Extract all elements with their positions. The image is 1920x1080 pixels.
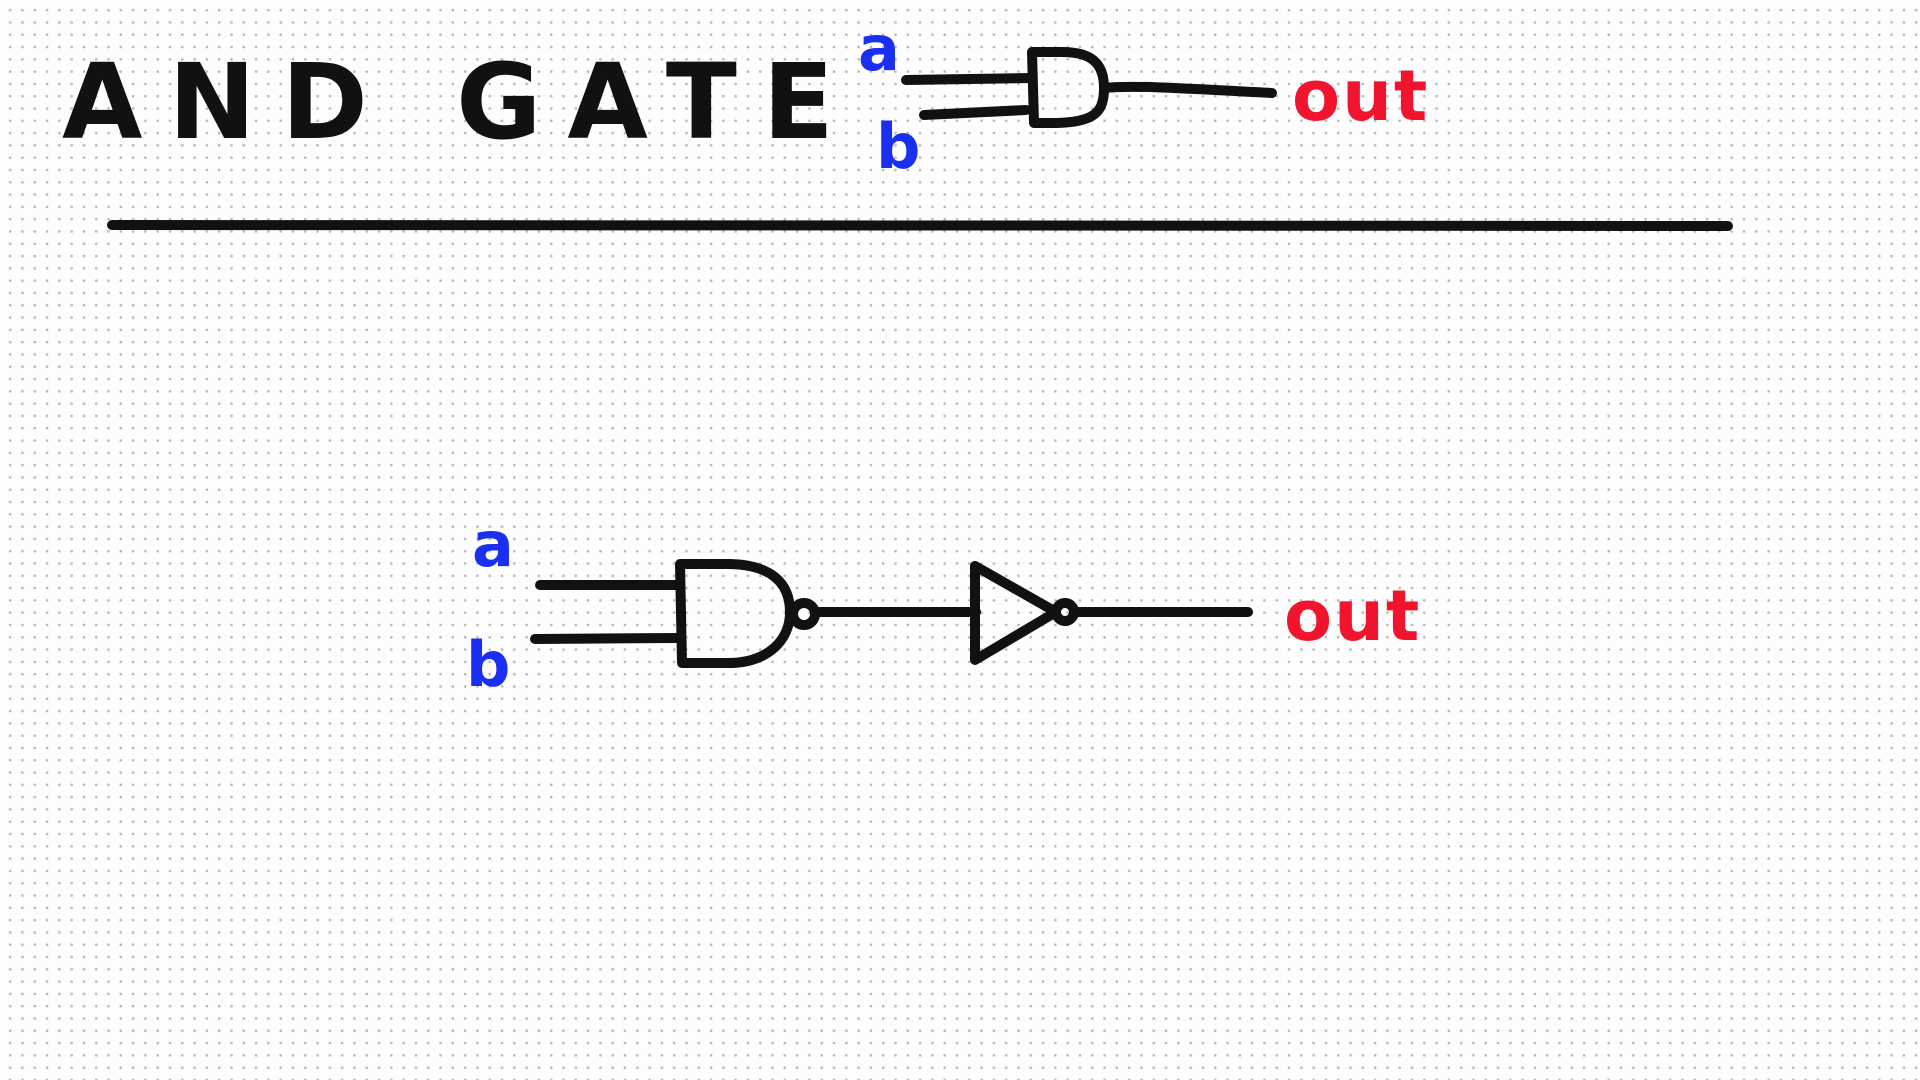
top-output-label: out	[1292, 55, 1430, 137]
bottom-nand-gate-symbol	[680, 564, 790, 663]
top-input-b-label: b	[876, 110, 921, 183]
bottom-input-b-label: b	[466, 628, 511, 701]
top-input-a-wire	[906, 78, 1032, 80]
top-output-wire	[1104, 87, 1272, 93]
page-title: AND GATE	[62, 41, 860, 163]
bottom-not-gate-symbol	[975, 566, 1056, 660]
bottom-input-b-wire	[535, 638, 680, 639]
top-input-a-label: a	[858, 12, 900, 85]
divider-line	[112, 225, 1728, 226]
bottom-input-a-label: a	[472, 508, 514, 581]
top-and-gate-symbol	[1032, 52, 1104, 123]
top-input-b-wire	[924, 110, 1026, 115]
bottom-output-label: out	[1284, 575, 1422, 657]
